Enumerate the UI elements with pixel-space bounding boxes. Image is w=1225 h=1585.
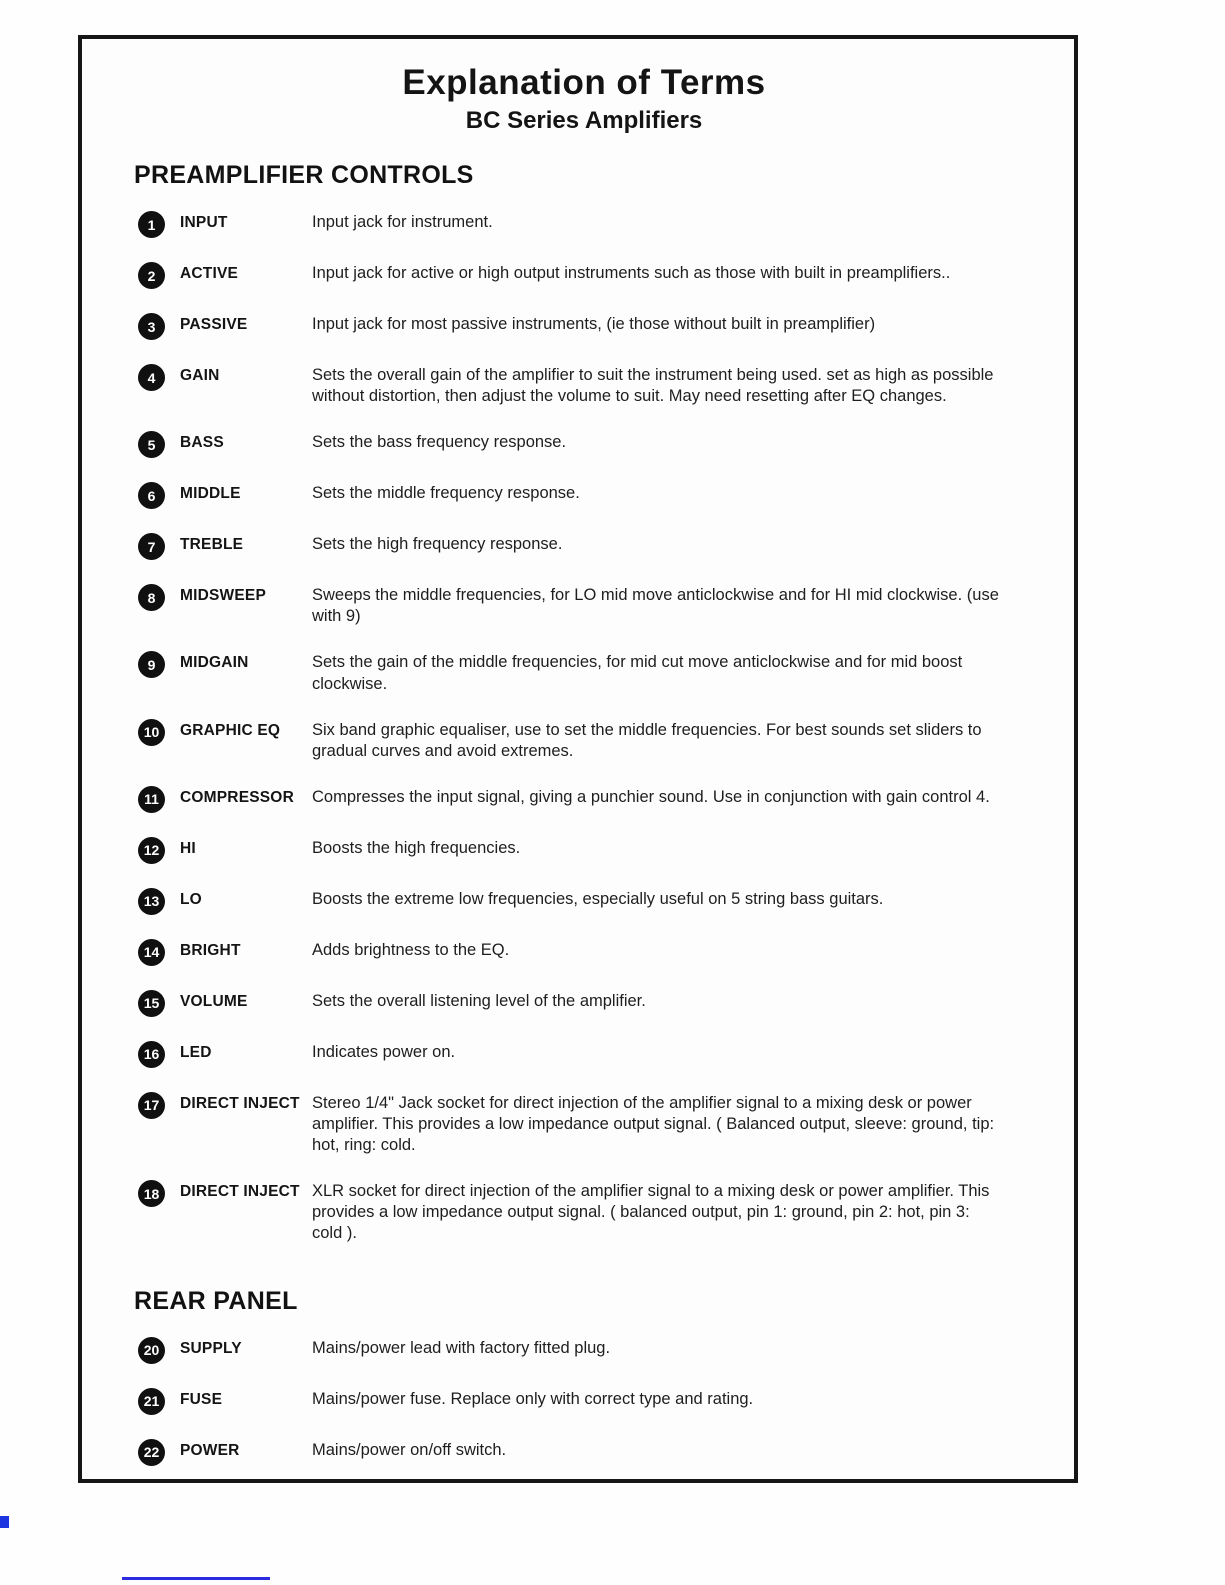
- item-description: Sets the overall listening level of the amplifier.: [312, 991, 646, 1010]
- item-term-label: COMPRESSOR: [180, 788, 294, 806]
- item-number-badge: 21: [138, 1388, 165, 1415]
- term-list-item: [138, 261, 1034, 289]
- item-number-badge: 3: [138, 313, 165, 340]
- item-number-badge: 5: [138, 431, 165, 458]
- item-term-label: DIRECT INJECT: [180, 1183, 300, 1201]
- term-list-item: [138, 1091, 1034, 1156]
- item-number-badge: 13: [138, 888, 165, 915]
- item-number-badge: 18: [138, 1180, 165, 1207]
- term-list-item: [138, 363, 1034, 407]
- item-description: Sets the bass frequency response.: [312, 433, 567, 452]
- item-term-label: POWER: [180, 1441, 240, 1459]
- term-list-item: [138, 532, 1034, 560]
- page-subtitle: BC Series Amplifiers: [465, 107, 703, 134]
- term-list-item: [138, 650, 1034, 694]
- item-term-label: GRAPHIC EQ: [180, 721, 281, 739]
- scan-artifact-blue-square: [0, 1516, 9, 1528]
- term-list-item: [138, 989, 1034, 1017]
- item-number-badge: 9: [138, 651, 165, 678]
- item-description: Sets the middle frequency response.: [312, 484, 580, 503]
- item-number-badge: 11: [138, 786, 165, 813]
- term-list-item: [138, 938, 1034, 966]
- item-term-label: DIRECT INJECT: [180, 1094, 300, 1112]
- item-number-badge: 12: [138, 837, 165, 864]
- item-term-label: SUPPLY: [180, 1339, 242, 1357]
- term-list-item: [138, 1040, 1034, 1068]
- item-description: Sweeps the middle frequencies, for LO mid move anticlockwise and for HI mid clockwise. (use with 9): [312, 586, 999, 626]
- item-number-badge: 14: [138, 939, 165, 966]
- item-description: Input jack for most passive instruments, (ie those without built in preamplifier): [312, 315, 876, 333]
- page-title: Explanation of Terms: [402, 63, 766, 102]
- document-section: [134, 161, 1034, 1245]
- item-number-badge: 16: [138, 1041, 165, 1068]
- item-term-label: FUSE: [180, 1390, 223, 1408]
- item-term-label: TREBLE: [180, 536, 244, 554]
- item-description: Indicates power on.: [312, 1042, 456, 1061]
- section-heading: PREAMPLIFIER CONTROLS: [134, 161, 474, 189]
- item-description: Boosts the extreme low frequencies, especially useful on 5 string bass guitars.: [312, 889, 884, 908]
- term-list-item: [138, 785, 1034, 813]
- item-term-label: MIDSWEEP: [180, 587, 266, 605]
- item-number-badge: 6: [138, 482, 165, 509]
- item-term-label: HI: [180, 839, 196, 857]
- item-number-badge: 10: [138, 719, 165, 746]
- item-description: Sets the overall gain of the amplifier to suit the instrument being used. set as high as possible without distortion, then adjust the volume to suit. May need resetting after EQ changes.: [312, 366, 994, 406]
- item-number-badge: 2: [138, 262, 165, 289]
- term-list-item: [138, 481, 1034, 509]
- item-term-label: VOLUME: [180, 992, 248, 1010]
- item-term-label: MIDGAIN: [180, 654, 249, 672]
- section-heading: REAR PANEL: [134, 1286, 298, 1315]
- item-number-badge: 22: [138, 1439, 165, 1466]
- item-description: Six band graphic equaliser, use to set the middle frequencies. For best sounds set sliders to gradual curves and avoid extremes.: [312, 720, 982, 760]
- term-list-item: [138, 1179, 1034, 1244]
- item-description: Mains/power on/off switch.: [312, 1440, 507, 1459]
- item-term-label: GAIN: [180, 367, 220, 384]
- document-page: [78, 35, 1078, 1483]
- term-list-item: [138, 583, 1034, 627]
- term-list-item: [138, 430, 1034, 458]
- item-term-label: BASS: [180, 434, 224, 452]
- section-items: [138, 1336, 1034, 1466]
- item-term-label: INPUT: [180, 214, 228, 231]
- item-term-label: LO: [180, 890, 202, 908]
- item-description: Input jack for active or high output instruments such as those with built in preamplifiers..: [312, 264, 951, 282]
- item-number-badge: 20: [138, 1337, 165, 1364]
- scan-artifact-link-underline: [122, 1577, 270, 1580]
- item-number-badge: 4: [138, 364, 165, 391]
- term-list-item: [138, 1336, 1034, 1364]
- item-term-label: PASSIVE: [180, 316, 248, 333]
- item-number-badge: 15: [138, 990, 165, 1017]
- item-description: Input jack for instrument.: [312, 213, 493, 231]
- sections-container: [134, 161, 1034, 1466]
- term-list-item: [138, 312, 1034, 340]
- section-items: [138, 210, 1034, 1245]
- term-list-item: [138, 1387, 1034, 1415]
- item-description: Mains/power fuse. Replace only with correct type and rating.: [312, 1389, 754, 1408]
- item-description: Sets the high frequency response.: [312, 535, 563, 554]
- term-list-item: [138, 718, 1034, 762]
- item-number-badge: 1: [138, 211, 165, 238]
- term-list-item: [138, 1438, 1034, 1466]
- item-description: Stereo 1/4" Jack socket for direct injection of the amplifier signal to a mixing desk or power amplifier. This provides a low impedance output signal. ( Balanced output, sleeve: ground, tip: hot, ring: cold.: [312, 1093, 995, 1155]
- term-list-item: [138, 887, 1034, 915]
- term-list-item: [138, 210, 1034, 238]
- item-description: XLR socket for direct injection of the amplifier signal to a mixing desk or power amplifier. This provides a low impedance output signal. ( balanced output, pin 1: ground, pin 2: hot, pin 3: cold ).: [312, 1182, 990, 1243]
- item-number-badge: 8: [138, 584, 165, 611]
- item-description: Mains/power lead with factory fitted plug.: [312, 1338, 611, 1357]
- item-description: Compresses the input signal, giving a punchier sound. Use in conjunction with gain control 4.: [312, 787, 990, 806]
- document-section: [134, 1287, 1034, 1466]
- item-description: Adds brightness to the EQ.: [312, 940, 510, 959]
- item-term-label: BRIGHT: [180, 941, 241, 959]
- item-description: Boosts the high frequencies.: [312, 838, 521, 857]
- item-term-label: ACTIVE: [180, 265, 239, 282]
- item-description: Sets the gain of the middle frequencies, for mid cut move anticlockwise and for mid boost clockwise.: [312, 653, 963, 693]
- item-number-badge: 17: [138, 1092, 165, 1119]
- item-number-badge: 7: [138, 533, 165, 560]
- term-list-item: [138, 836, 1034, 864]
- item-term-label: MIDDLE: [180, 485, 241, 503]
- item-term-label: LED: [180, 1043, 212, 1061]
